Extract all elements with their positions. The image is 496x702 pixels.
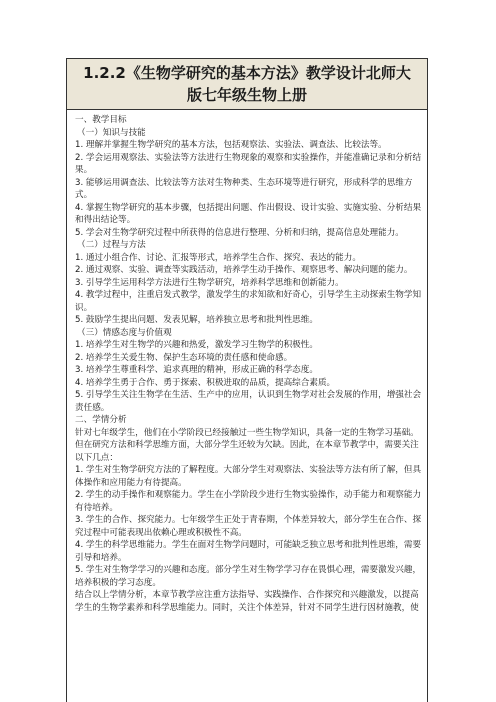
paragraph: 3. 能够运用调查法、比较法等方法对生物种类、生态环境等进行研究，形成科学的思维方式。 [75,177,413,200]
subsection-heading: （三）情感态度与价值观 [77,327,172,338]
document-body [75,114,423,614]
paragraph: 3. 引导学生运用科学方法进行生物学研究，培养科学思维和创新能力。 [75,277,344,288]
paragraph: 2. 学会运用观察法、实验法等方法进行生物现象的观察和实验操作，并能准确记录和分析结果。 [75,152,422,175]
paragraph: 5. 学会对生物学研究过程中所获得的信息进行整理、分析和归纳，提高信息处理能力。 [75,227,404,238]
paragraph: 5. 引导学生关注生物学在生活、生产中的应用，认识到生物学对社会发展的作用，增强社会责任感。 [75,390,422,413]
paragraph: 4. 掌握生物学研究的基本步骤，包括提出问题、作出假设、设计实验、实施实验、分析结果和得出结论等。 [75,202,422,225]
paragraph: 2. 培养学生关爱生物、保护生态环境的责任感和使命感。 [75,352,293,363]
paragraph: 2. 学生的动手操作和观察能力。学生在小学阶段少进行生物实验操作，动手能力和观察能力有待培养。 [75,490,422,513]
paragraph: 3. 培养学生尊重科学、追求真理的精神，形成正确的科学态度。 [75,365,318,375]
paragraph: 4. 教学过程中，注重启发式教学，激发学生的求知欲和好奇心，引导学生主动探索生物学知识。 [75,290,422,313]
document-sheet [66,58,428,702]
paragraph: 1. 学生对生物学研究方法的了解程度。大部分学生对观察法、实验法等方法有所了解，但具体操作和应用能力有待提高。 [75,465,422,488]
paragraph: 5. 鼓励学生提出问题、发表见解，培养独立思考和批判性思维。 [75,315,318,325]
section-heading: 二、学情分析 [75,415,127,425]
paragraph: 1. 理解并掌握生物学研究的基本方法，包括观察法、实验法、调查法、比较法等。 [75,140,387,150]
subsection-heading: （一）知识与技能 [77,127,146,138]
paragraph: 针对七年级学生，他们在小学阶段已经接触过一些生物学知识，具备一定的生物学习基础。但在研究方法和科学思维方面，大部分学生还较为欠缺。因此，在本章节教学中，需要关注以下几点： [75,427,419,463]
paragraph: 1. 通过小组合作、讨论、汇报等形式，培养学生合作、探究、表达的能力。 [75,252,361,263]
paragraph: 5. 学生对生物学学习的兴趣和态度。部分学生对生物学学习存在畏惧心理，需要激发兴趣，培养积极的学习态度。 [75,565,422,588]
paragraph: 2. 通过观察、实验、调查等实践活动，培养学生动手操作、观察思考、解决问题的能力。 [75,265,413,275]
paragraph: 4. 培养学生勇于合作、勇于探索、积极进取的品质，提高综合素质。 [75,377,336,388]
title-box [67,58,427,110]
paragraph: 3. 学生的合作、探究能力。七年级学生正处于青春期，个体差异较大，部分学生在合作、探究过程中可能表现出依赖心理或积极性不高。 [75,515,422,538]
subsection-heading: （二）过程与方法 [77,240,146,250]
paragraph: 结合以上学情分析，本章节教学应注重方法指导、实践操作、合作探究和兴趣激发，以提高学生的生物学素养和科学思维能力。同时，关注个体差异，针对不同学生进行因材施教，使 [75,590,419,613]
paragraph: 4. 学生的科学思维能力。学生在面对生物学问题时，可能缺乏独立思考和批判性思维，需要引导和培养。 [75,540,422,563]
document-title: 1.2.2《生物学研究的基本方法》教学设计北师大版七年级生物上册 [83,64,411,104]
section-heading: 一、教学目标 [75,115,127,125]
paragraph: 1. 培养学生对生物学的兴趣和热爱，激发学习生物学的积极性。 [75,340,318,350]
